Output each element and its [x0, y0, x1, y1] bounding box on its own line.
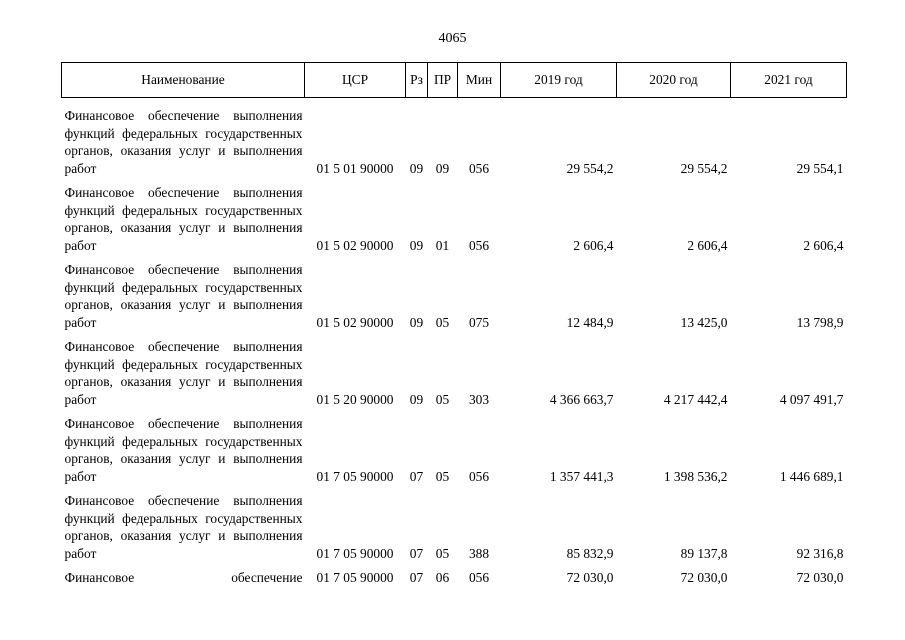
header-csr: ЦСР [305, 63, 406, 98]
row-pr: 05 [435, 314, 450, 330]
row-2020: 72 030,0 [680, 570, 728, 585]
header-pr: ПР [428, 63, 458, 98]
header-2021: 2021 год [731, 63, 847, 98]
row-csr: 01 7 05 90000 [316, 570, 394, 585]
row-2020: 1 398 536,2 [663, 468, 728, 484]
row-2021: 13 798,9 [796, 314, 844, 330]
row-min: 075 [468, 314, 490, 330]
row-name: Финансовое обеспечение выполнения функций федеральных государственных органов, оказания услуг и выполнения работ [64, 493, 303, 561]
row-2021: 4 097 491,7 [779, 391, 844, 407]
row-name: Финансовое обеспечение [64, 570, 303, 585]
row-name: Финансовое обеспечение выполнения функций федеральных государственных органов, оказания услуг и выполнения работ [64, 185, 303, 253]
table-row [62, 415, 847, 492]
row-pr: 06 [435, 570, 450, 585]
row-2021: 29 554,1 [796, 160, 844, 176]
row-2020: 13 425,0 [680, 314, 728, 330]
row-pr: 09 [435, 160, 450, 176]
row-2020: 2 606,4 [687, 237, 728, 253]
table-row [62, 569, 847, 587]
row-2019: 12 484,9 [566, 314, 614, 330]
table-row [62, 338, 847, 415]
header-rz: Рз [406, 63, 428, 98]
table-row [62, 261, 847, 338]
row-name: Финансовое обеспечение выполнения функций федеральных государственных органов, оказания услуг и выполнения работ [64, 262, 303, 330]
row-2021: 1 446 689,1 [779, 468, 844, 484]
row-2021: 72 030,0 [796, 570, 844, 585]
row-min: 056 [468, 160, 490, 176]
table-row [62, 492, 847, 569]
row-2019: 85 832,9 [566, 545, 614, 561]
row-name: Финансовое обеспечение выполнения функций федеральных государственных органов, оказания услуг и выполнения работ [64, 339, 303, 407]
header-min: Мин [458, 63, 501, 98]
row-min: 056 [468, 468, 490, 484]
row-pr: 05 [435, 391, 450, 407]
row-2019: 29 554,2 [566, 160, 614, 176]
row-pr: 01 [435, 237, 450, 253]
header-2019: 2019 год [501, 63, 617, 98]
row-csr: 01 5 20 90000 [316, 391, 394, 407]
row-2019: 4 366 663,7 [549, 391, 614, 407]
row-2019: 72 030,0 [566, 570, 614, 585]
row-rz: 07 [409, 468, 424, 484]
row-min: 056 [468, 237, 490, 253]
row-2019: 1 357 441,3 [549, 468, 614, 484]
table-row [62, 98, 847, 185]
row-2020: 4 217 442,4 [663, 391, 728, 407]
row-pr: 05 [435, 545, 450, 561]
row-rz: 07 [409, 570, 424, 585]
row-name: Финансовое обеспечение выполнения функций федеральных государственных органов, оказания услуг и выполнения работ [64, 108, 303, 176]
row-csr: 01 5 02 90000 [316, 314, 394, 330]
row-2019: 2 606,4 [573, 237, 614, 253]
row-rz: 09 [409, 237, 424, 253]
row-min: 056 [468, 570, 490, 585]
table-header [62, 63, 847, 98]
row-csr: 01 7 05 90000 [316, 468, 394, 484]
header-name: Наименование [62, 63, 305, 98]
page-number: 4065 [438, 31, 467, 46]
budget-table [61, 62, 847, 587]
row-rz: 09 [409, 314, 424, 330]
row-2021: 92 316,8 [796, 545, 844, 561]
row-2021: 2 606,4 [803, 237, 844, 253]
row-csr: 01 7 05 90000 [316, 545, 394, 561]
row-2020: 89 137,8 [680, 545, 728, 561]
row-pr: 05 [435, 468, 450, 484]
row-min: 388 [468, 545, 490, 561]
row-rz: 09 [409, 160, 424, 176]
row-min: 303 [468, 391, 490, 407]
row-name: Финансовое обеспечение выполнения функций федеральных государственных органов, оказания услуг и выполнения работ [64, 416, 303, 484]
row-csr: 01 5 02 90000 [316, 237, 394, 253]
header-2020: 2020 год [617, 63, 731, 98]
row-csr: 01 5 01 90000 [316, 160, 394, 176]
header-row [62, 63, 847, 98]
table-body [62, 98, 847, 587]
row-rz: 09 [409, 391, 424, 407]
row-2020: 29 554,2 [680, 160, 728, 176]
table-row [62, 184, 847, 261]
row-rz: 07 [409, 545, 424, 561]
